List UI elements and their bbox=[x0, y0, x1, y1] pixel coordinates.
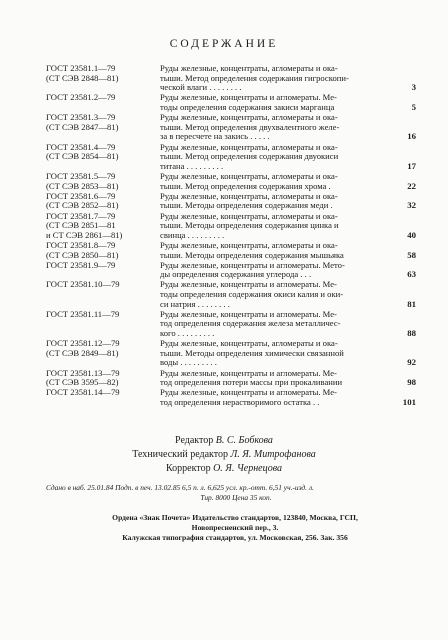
toc-entry bbox=[46, 339, 416, 368]
standard-codes bbox=[46, 64, 158, 83]
publisher-line-3: Калужская типография стандартов, ул. Московская, 256. Зак. 356 bbox=[122, 533, 348, 543]
standard-code: ГОСТ 23581.13—79 bbox=[46, 368, 120, 378]
entry-description bbox=[160, 261, 387, 280]
page-number: 40 bbox=[407, 229, 416, 240]
standard-code: (СТ СЭВ 3595—82) bbox=[46, 378, 119, 388]
page-title: СОДЕРЖАНИЕ bbox=[169, 38, 279, 50]
entry-description bbox=[160, 93, 387, 112]
description-line: тод определения содержания железа металличес- bbox=[160, 319, 341, 329]
entry-description bbox=[160, 241, 387, 260]
page-number: 3 bbox=[411, 82, 416, 93]
description-line: Руды железные, концентраты, агломераты и ока- bbox=[160, 171, 338, 181]
description-line: тыши. Методы определения химически связанной bbox=[160, 348, 344, 358]
tech-editor-label: Технический редактор bbox=[132, 449, 229, 460]
entry-description bbox=[160, 339, 387, 368]
standard-codes bbox=[46, 261, 158, 271]
page-number: 88 bbox=[407, 328, 416, 339]
description-line: Руды железные, концентраты и агломераты. Мето- bbox=[160, 260, 345, 270]
toc-entry bbox=[46, 261, 416, 280]
imprint-line-2: Тир. 8000 Цена 35 коп. bbox=[200, 493, 272, 502]
standard-codes bbox=[46, 369, 158, 388]
standard-codes bbox=[46, 93, 158, 103]
standard-code: (СТ СЭВ 2853—81) bbox=[46, 181, 119, 191]
description-line: тод определения потери массы при прокаливании bbox=[160, 378, 343, 388]
standard-codes bbox=[46, 339, 158, 358]
standard-code: (СТ СЭВ 2850—81) bbox=[46, 250, 119, 260]
entry-description bbox=[160, 280, 387, 309]
description-line: за в пересчете на закись . . . . . bbox=[160, 132, 270, 142]
toc-entry bbox=[46, 212, 416, 241]
description-line: Руды железные, концентраты и агломераты. Ме- bbox=[160, 280, 337, 290]
standard-code: (СТ СЭВ 2847—81) bbox=[46, 122, 119, 132]
standard-code: и СТ СЭВ 2861—81) bbox=[46, 230, 123, 240]
toc-entry bbox=[46, 64, 416, 93]
description-line: кого . . . . . . . . . bbox=[160, 329, 215, 339]
standard-code: ГОСТ 23581.10—79 bbox=[46, 280, 120, 290]
description-line: тоды определения содержания окиси калия и оки- bbox=[160, 290, 344, 300]
description-line: воды . . . . . . . . . bbox=[160, 358, 217, 368]
toc-entry bbox=[46, 280, 416, 309]
description-line: Руды железные, концентраты и агломераты. Ме- bbox=[160, 309, 337, 319]
standard-code: (СТ СЭВ 2852—81) bbox=[46, 201, 119, 211]
standard-code: ГОСТ 23581.9—79 bbox=[46, 260, 116, 270]
description-line: свинца . . . . . . . . . bbox=[160, 230, 225, 240]
page-number: 81 bbox=[407, 298, 416, 309]
entry-description bbox=[160, 310, 387, 339]
standard-code: (СТ СЭВ 2851—81 bbox=[46, 221, 116, 231]
description-line: титана . . . . . . . . . bbox=[160, 161, 224, 171]
editor-label: Редактор bbox=[175, 435, 214, 446]
toc-entry bbox=[46, 113, 416, 142]
toc-entry bbox=[46, 310, 416, 339]
toc-entry bbox=[46, 93, 416, 112]
description-line: Руды железные, концентраты, агломераты и ока- bbox=[160, 64, 338, 73]
tech-editor-name: Л. Я. Митрофанова bbox=[230, 449, 316, 460]
toc-list bbox=[46, 64, 416, 408]
page-number: 101 bbox=[402, 397, 416, 408]
standard-code: (СТ СЭВ 2848—81) bbox=[46, 73, 119, 83]
toc-entry bbox=[46, 388, 416, 407]
standard-codes bbox=[46, 172, 158, 191]
proofreader-label: Корректор bbox=[166, 463, 211, 474]
page-number: 58 bbox=[407, 249, 416, 260]
toc-entry bbox=[46, 172, 416, 191]
entry-description bbox=[160, 172, 387, 191]
entry-description bbox=[160, 64, 387, 93]
standard-code: ГОСТ 23581.14—79 bbox=[46, 388, 120, 398]
publisher-info bbox=[30, 513, 440, 544]
proofreader-name: О. Я. Чернецова bbox=[213, 463, 282, 474]
standard-codes bbox=[46, 143, 158, 162]
toc-entry bbox=[46, 369, 416, 388]
entry-description bbox=[160, 212, 387, 241]
entry-description bbox=[160, 192, 387, 211]
entry-description bbox=[160, 143, 387, 172]
tech-editor-line bbox=[0, 448, 448, 462]
standard-code: ГОСТ 23581.12—79 bbox=[46, 339, 120, 349]
page-number: 17 bbox=[407, 160, 416, 171]
description-line: ды определения содержания углерода . . . bbox=[160, 270, 312, 280]
publisher-line-2: Новопресненский пер., 3. bbox=[191, 523, 279, 533]
editor-name: В. С. Бобкова bbox=[215, 435, 273, 446]
description-line: си натрия . . . . . . . . bbox=[160, 299, 230, 309]
standard-codes bbox=[46, 280, 158, 290]
entry-description bbox=[160, 113, 387, 142]
standard-codes bbox=[46, 192, 158, 211]
description-line: тыши. Методы определения содержания мышьяка bbox=[160, 250, 344, 260]
standard-code: ГОСТ 23581.11—79 bbox=[46, 309, 120, 319]
page-number: 98 bbox=[407, 377, 416, 388]
standard-code: ГОСТ 23581.3—79 bbox=[46, 113, 116, 123]
description-line: Руды железные, концентраты, агломераты и ока- bbox=[160, 211, 338, 221]
editors-block bbox=[0, 434, 448, 476]
description-line: тыши. Методы определения содержания меди . bbox=[160, 201, 333, 211]
page-number: 63 bbox=[407, 269, 416, 280]
standard-code: ГОСТ 23581.8—79 bbox=[46, 240, 116, 250]
standard-code: ГОСТ 23581.6—79 bbox=[46, 191, 116, 201]
description-line: тоды определения содержания закиси марганца bbox=[160, 102, 335, 112]
description-line: Руды железные, концентраты, агломераты и ока- bbox=[160, 339, 338, 349]
description-line: Руды железные, концентраты, агломераты и ока- bbox=[160, 240, 338, 250]
description-line: Руды железные, концентраты, агломераты и ока- bbox=[160, 142, 338, 152]
toc-entry bbox=[46, 192, 416, 211]
description-line: тыши. Метод определения содержания двуокиси bbox=[160, 152, 339, 162]
description-line: Руды железные, концентраты и агломераты. Ме- bbox=[160, 368, 337, 378]
imprint-line-1: Сдано в наб. 25.01.84 Подп. в печ. 13.02.85 6,5 п. л. 6,625 усл. кр.-отт. 6,51 уч.-изд. л. bbox=[46, 483, 314, 492]
page-number: 5 bbox=[411, 101, 416, 112]
standard-code: ГОСТ 23581.2—79 bbox=[46, 93, 116, 103]
description-line: ческой влаги . . . . . . . . bbox=[160, 83, 242, 93]
standard-codes bbox=[46, 310, 158, 320]
toc-entry bbox=[46, 241, 416, 260]
standard-codes bbox=[46, 113, 158, 132]
description-line: Руды железные, концентраты, агломераты и ока- bbox=[160, 191, 338, 201]
entry-description bbox=[160, 388, 387, 407]
publisher-line-1: Ордена «Знак Почета» Издательство стандартов, 123840, Москва, ГСП, bbox=[112, 513, 358, 522]
description-line: тод определения нерастворимого остатка . . bbox=[160, 398, 320, 408]
page-number: 22 bbox=[407, 180, 416, 191]
description-line: тыши. Метод определения двухвалентного желе- bbox=[160, 122, 340, 132]
description-line: Руды железные, концентраты и агломераты. Ме- bbox=[160, 388, 337, 398]
standard-code: ГОСТ 23581.1—79 bbox=[46, 64, 116, 73]
imprint bbox=[46, 483, 426, 503]
description-line: Руды железные, концентраты и агломераты. Ме- bbox=[160, 93, 337, 103]
description-line: тыши. Методы определения содержания цинка и bbox=[160, 221, 339, 231]
standard-codes bbox=[46, 212, 158, 241]
standard-codes bbox=[46, 241, 158, 260]
editor-line bbox=[0, 434, 448, 448]
description-line: тыши. Метод определения содержания хрома . bbox=[160, 181, 331, 191]
standard-code: ГОСТ 23581.4—79 bbox=[46, 142, 116, 152]
standard-code: ГОСТ 23581.5—79 bbox=[46, 171, 116, 181]
standard-code: ГОСТ 23581.7—79 bbox=[46, 211, 116, 221]
page-number: 32 bbox=[407, 200, 416, 211]
page-number: 16 bbox=[407, 131, 416, 142]
description-line: тыши. Метод определения содержания гигроскопи- bbox=[160, 73, 349, 83]
page-number: 92 bbox=[407, 357, 416, 368]
standard-code: (СТ СЭВ 2849—81) bbox=[46, 348, 119, 358]
toc-entry bbox=[46, 143, 416, 172]
standard-code: (СТ СЭВ 2854—81) bbox=[46, 152, 119, 162]
entry-description bbox=[160, 369, 387, 388]
proofreader-line bbox=[0, 462, 448, 476]
standard-codes bbox=[46, 388, 158, 398]
description-line: Руды железные, концентраты, агломераты и ока- bbox=[160, 113, 338, 123]
